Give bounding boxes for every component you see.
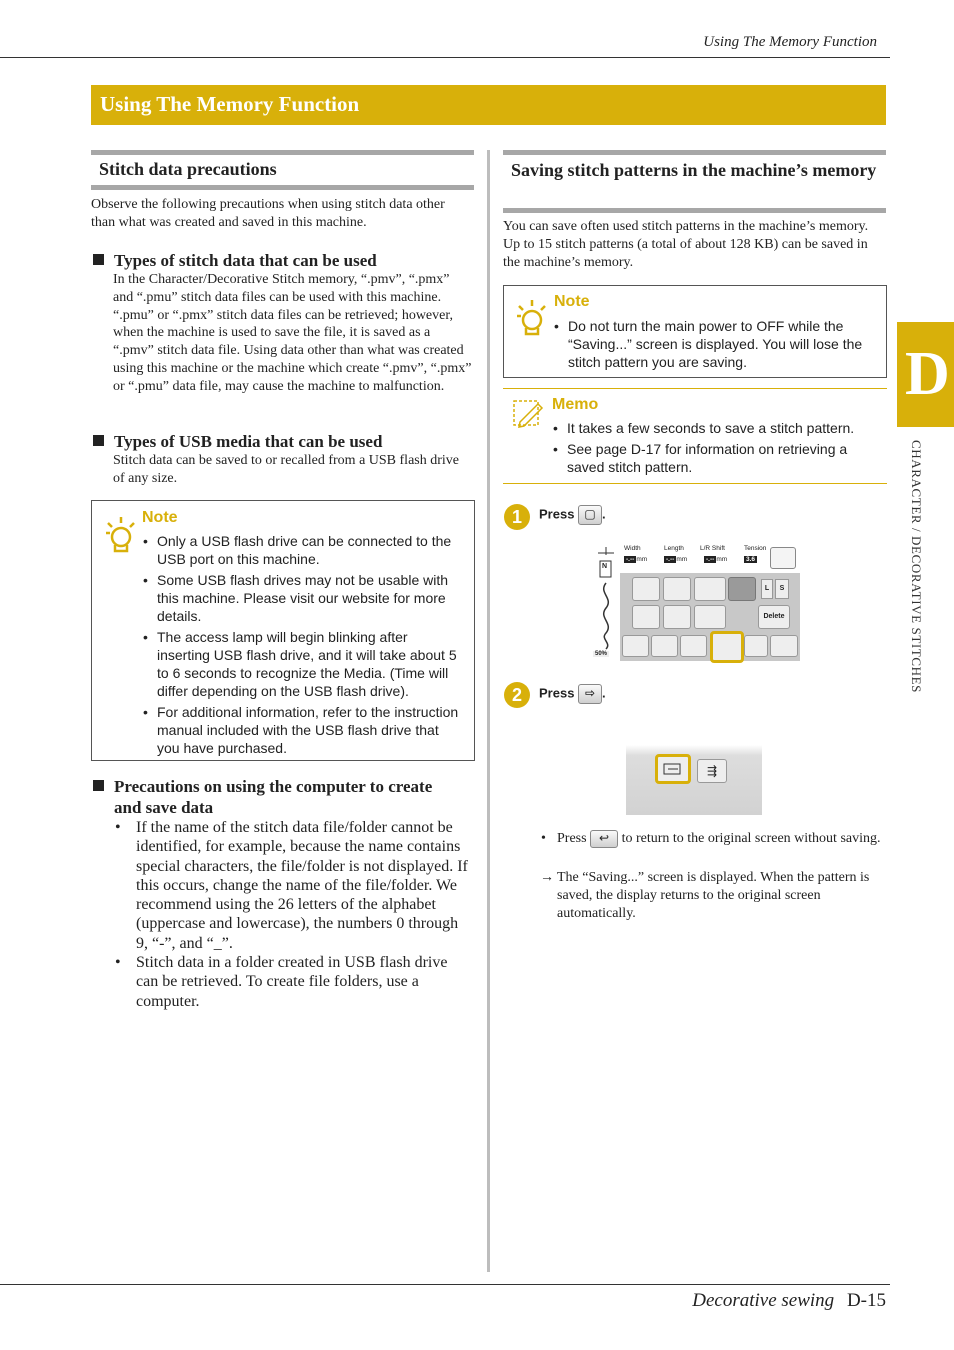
delete-button[interactable]: Delete xyxy=(758,605,790,629)
bullet: • xyxy=(541,831,546,846)
zoom-label: 50% xyxy=(595,651,608,657)
lightbulb-icon xyxy=(516,298,548,338)
unit-label: mm xyxy=(676,556,688,563)
usb-icon: ⇶ xyxy=(706,764,718,778)
memory-save-button[interactable] xyxy=(710,631,744,663)
stitch-preview-icon xyxy=(592,543,620,661)
note-title: Note xyxy=(142,509,178,526)
square-bullet-icon xyxy=(93,435,104,446)
section-title: Stitch data precautions xyxy=(99,159,277,179)
footer-section: Decorative sewing xyxy=(692,1290,835,1311)
edit-button[interactable] xyxy=(770,635,798,657)
left-intro: Observe the following precautions when using stitch data other than what was created and saved in this machine. xyxy=(91,197,445,230)
needle-button[interactable] xyxy=(694,577,726,601)
step-label: Press xyxy=(539,506,575,522)
banner-title: Using The Memory Function xyxy=(100,92,360,116)
save-to-machine-button[interactable] xyxy=(655,754,691,784)
result-note xyxy=(540,869,886,923)
length-value: -.-- xyxy=(666,556,675,563)
step-end: . xyxy=(602,685,606,701)
note-box-usb xyxy=(91,500,475,761)
result-text: The “Saving...” screen is displayed. When the pattern is saved, the display returns to the original screen automatically. xyxy=(557,870,870,921)
subheading-text-line2: and save data xyxy=(114,798,214,817)
lr-shift-label: L/R Shift xyxy=(700,545,725,552)
note-title: Note xyxy=(554,293,590,310)
chapter-letter: D xyxy=(905,340,950,408)
memo-list xyxy=(553,419,878,479)
computer-precautions-list xyxy=(113,818,473,1011)
note-item: • Do not turn the main power to OFF while the “Saving...” screen is displayed. You will lose the stitch pattern you are saving. xyxy=(554,317,879,371)
section-heading-saving xyxy=(503,150,886,213)
memo-item: • See page D-17 for information on retrieving a saved stitch pattern. xyxy=(553,440,878,476)
thread-tension-button[interactable] xyxy=(770,547,796,569)
subheading-text: Types of stitch data that can be used xyxy=(114,251,377,270)
press-post-text: to return to the original screen without saving. xyxy=(621,831,881,847)
memo-item: • It takes a few seconds to save a stitch pattern. xyxy=(553,419,878,437)
mirror-button[interactable] xyxy=(632,577,660,601)
note-item: • For additional information, refer to the instruction manual included with the USB flash drive that you have purchased. xyxy=(143,703,463,757)
stitch-data-types-body: In the Character/Decorative Stitch memory, “.pmv”, “.pmx” and “.pmu” stitch data files can be used with this machine. “.pmu” or “.pmx” stitch data files can be retrieved; however, when the machine is used to save the file, it is saved as a “.pmv” stitch data file. Using data other than what was created using this machine or the machine which create “.pmv”, “.pmx” or “.pmu” data file, may cause the machine to malfunction. xyxy=(113,272,472,394)
note-list xyxy=(143,532,463,760)
chapter-banner xyxy=(91,85,886,125)
button-panel xyxy=(620,573,800,661)
column-divider xyxy=(487,150,490,1272)
save-to-machine-icon[interactable]: ⇨ xyxy=(578,684,602,704)
list-item: • Stitch data in a folder created in USB flash drive can be retrieved. To create file folders, use a computer. xyxy=(113,953,473,1011)
chapter-tab xyxy=(897,322,954,427)
memo-top-rule xyxy=(503,388,887,389)
machine-memory-icon xyxy=(658,757,688,781)
note-list xyxy=(554,317,879,374)
note-item: • Some USB flash drives may not be usable with this machine. Please visit our website for more details. xyxy=(143,571,463,625)
note-item: • The access lamp will begin blinking after inserting USB flash drive, and it will take about 5 to 6 seconds to recognize the Media. (Time will differ depending on the USB flash drive). xyxy=(143,628,463,700)
stitch-preview-pane xyxy=(592,543,620,661)
step-2-instruction xyxy=(539,684,606,704)
subheading-text: Types of USB media that can be used xyxy=(114,432,383,451)
step-1-instruction xyxy=(539,505,606,525)
tension-value: 3.6 xyxy=(746,556,756,563)
usb-media-body: Stitch data can be saved to or recalled from a USB flash drive of any size. xyxy=(113,453,459,486)
width-label: Width xyxy=(624,545,641,552)
pattern-button[interactable] xyxy=(728,577,756,601)
chapter-vertical-label xyxy=(908,440,938,720)
subheading-computer-precautions xyxy=(93,776,432,818)
unit-label: mm xyxy=(636,556,648,563)
footer-rule xyxy=(0,1284,890,1285)
memo-bottom-rule xyxy=(503,483,887,484)
step-end: . xyxy=(602,506,606,522)
subheading-stitch-data-types xyxy=(93,251,377,271)
machine-screen-save xyxy=(626,745,762,815)
tension-label: Tension xyxy=(744,545,767,552)
size-l-button[interactable]: L xyxy=(761,579,773,599)
density-button[interactable] xyxy=(632,605,660,629)
step-number-1: 1 xyxy=(504,504,530,530)
section-title: Saving stitch patterns in the machine’s memory xyxy=(511,160,877,180)
arrow-icon: → xyxy=(540,870,554,885)
note-item: • Only a USB flash drive can be connected to the USB port on this machine. xyxy=(143,532,463,568)
subheading-usb-media xyxy=(93,432,382,452)
memo-pencil-icon xyxy=(512,398,544,428)
header-rule xyxy=(0,57,890,58)
machine-screen-main xyxy=(592,543,800,661)
page-number: D-15 xyxy=(846,1290,886,1311)
repeat-button[interactable] xyxy=(694,605,726,629)
subheading-text: Precautions on using the computer to create xyxy=(114,777,433,796)
section-heading-stitch-data xyxy=(91,150,474,190)
unit-label: mm xyxy=(716,556,728,563)
scissors-button[interactable] xyxy=(680,635,707,657)
lightbulb-icon xyxy=(105,515,137,555)
step-label: Press xyxy=(539,685,575,701)
return-instruction xyxy=(541,830,886,848)
memory-button-icon[interactable]: ▢ xyxy=(578,505,602,525)
presser-foot-label: N xyxy=(602,563,608,570)
size-s-button[interactable]: S xyxy=(775,579,789,599)
width-value: -.-- xyxy=(626,556,635,563)
step-number-2: 2 xyxy=(504,682,530,708)
running-header: Using The Memory Function xyxy=(703,34,877,50)
elongation-button[interactable] xyxy=(663,605,691,629)
note-box-power xyxy=(503,285,887,378)
needle-position-button[interactable] xyxy=(622,635,649,657)
list-item: • If the name of the stitch data file/folder cannot be identified, for example, because the name contains special characters, the file/folder is not displayed. If this occurs, change the name of the file/folder. We recommend using the 26 letters of the alphabet (uppercase and lowercase), the numbers 0 through 9, “-”, and “_”. xyxy=(113,818,473,953)
right-intro: You can save often used stitch patterns in the machine’s memory. Up to 15 stitch patterns (a total of about 128 KB) can be saved in the machine’s memory. xyxy=(503,219,869,270)
memo-title: Memo xyxy=(552,396,599,413)
square-bullet-icon xyxy=(93,780,104,791)
lr-shift-value: -.-- xyxy=(706,556,715,563)
footer xyxy=(692,1290,886,1312)
square-bullet-icon xyxy=(93,254,104,265)
flip-button[interactable] xyxy=(663,577,691,601)
length-label: Length xyxy=(664,545,684,552)
press-text: Press xyxy=(557,831,587,847)
usb-button[interactable] xyxy=(697,759,727,783)
image-button[interactable] xyxy=(744,635,768,657)
vertical-text: CHARACTER / DECORATIVE STITCHES xyxy=(909,440,924,693)
return-button-icon[interactable]: ↩ xyxy=(590,830,618,848)
reverse-button[interactable] xyxy=(651,635,678,657)
